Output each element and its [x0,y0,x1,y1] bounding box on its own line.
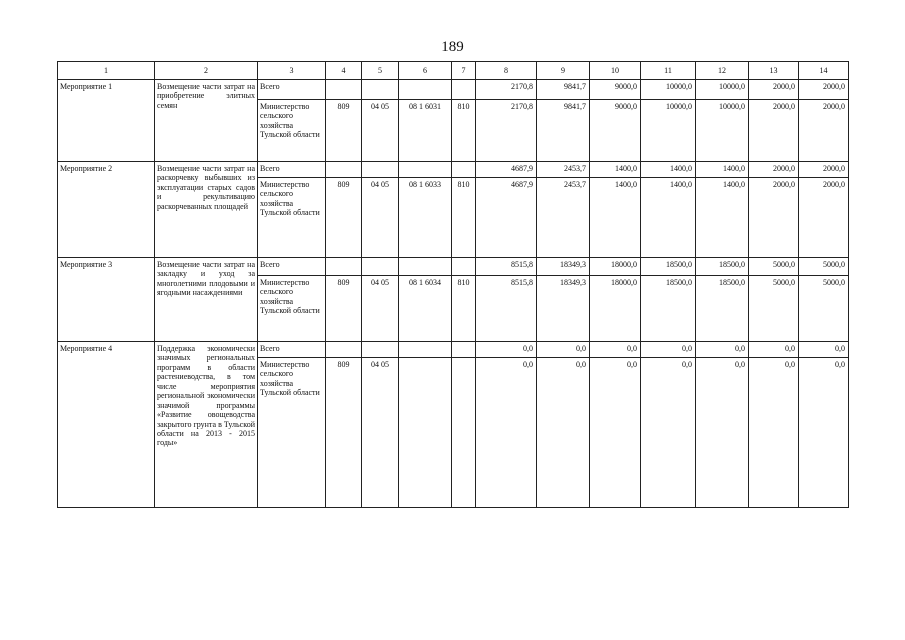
value-cell: 2000,0 [749,80,799,100]
code-rzpr: 04 05 [362,276,399,342]
value-cell: 9841,7 [537,100,590,162]
value-cell: 1400,0 [641,162,696,178]
value-cell: 2453,7 [537,162,590,178]
value-cell: 0,0 [476,358,537,508]
value-cell: 1400,0 [641,178,696,258]
value-cell: 1400,0 [696,178,749,258]
col-header: 1 [58,62,155,80]
code-vr: 810 [452,276,476,342]
value-cell: 2170,8 [476,80,537,100]
executor-cell: Министерство сельского хозяйства Тульской области [258,100,326,162]
code-vr [452,80,476,100]
executor-cell: Министерство сельского хозяйства Тульской области [258,178,326,258]
code-grbs: 809 [326,358,362,508]
measure-name: Мероприятие 3 [58,258,155,342]
measure-name: Мероприятие 4 [58,342,155,508]
col-header: 13 [749,62,799,80]
code-grbs: 809 [326,276,362,342]
value-cell: 2453,7 [537,178,590,258]
value-cell: 0,0 [749,358,799,508]
value-cell: 10000,0 [696,80,749,100]
code-grbs: 809 [326,100,362,162]
value-cell: 10000,0 [641,80,696,100]
table-row [58,342,849,358]
column-number-row [58,62,849,80]
col-header: 5 [362,62,399,80]
col-header: 8 [476,62,537,80]
col-header: 3 [258,62,326,80]
budget-table [57,61,849,508]
value-cell: 0,0 [799,358,849,508]
code-vr [452,258,476,276]
value-cell: 2000,0 [749,162,799,178]
value-cell: 0,0 [537,358,590,508]
value-cell: 1400,0 [590,162,641,178]
value-cell: 18349,3 [537,276,590,342]
code-csr: 08 1 6033 [399,178,452,258]
table-row [58,162,849,178]
code-csr [399,342,452,358]
code-rzpr: 04 05 [362,178,399,258]
value-cell: 18500,0 [696,258,749,276]
col-header: 9 [537,62,590,80]
value-cell: 4687,9 [476,178,537,258]
value-cell: 0,0 [696,342,749,358]
code-csr [399,258,452,276]
code-rzpr [362,342,399,358]
code-grbs: 809 [326,178,362,258]
code-csr: 08 1 6031 [399,100,452,162]
measure-description: Возмещение части затрат на раскорчевку выбывших из эксплуатации старых садов и рекультивацию раскорчеванных площадей [155,162,258,258]
col-header: 2 [155,62,258,80]
code-grbs [326,162,362,178]
code-rzpr [362,258,399,276]
code-csr: 08 1 6034 [399,276,452,342]
value-cell: 2000,0 [799,162,849,178]
value-cell: 0,0 [641,358,696,508]
code-csr [399,162,452,178]
executor-cell: Всего [258,162,326,178]
value-cell: 0,0 [799,342,849,358]
table-row [58,80,849,100]
col-header: 4 [326,62,362,80]
code-rzpr [362,80,399,100]
value-cell: 5000,0 [799,276,849,342]
value-cell: 10000,0 [641,100,696,162]
value-cell: 2000,0 [799,100,849,162]
value-cell: 18500,0 [641,276,696,342]
measure-name: Мероприятие 2 [58,162,155,258]
code-vr [452,162,476,178]
value-cell: 9000,0 [590,80,641,100]
value-cell: 0,0 [696,358,749,508]
value-cell: 2170,8 [476,100,537,162]
value-cell: 4687,9 [476,162,537,178]
value-cell: 18000,0 [590,276,641,342]
code-grbs [326,80,362,100]
code-rzpr: 04 05 [362,100,399,162]
code-rzpr: 04 05 [362,358,399,508]
measure-description: Возмещение части затрат на приобретение элитных семян [155,80,258,162]
value-cell: 18500,0 [641,258,696,276]
value-cell: 0,0 [476,342,537,358]
col-header: 14 [799,62,849,80]
value-cell: 0,0 [749,342,799,358]
code-rzpr [362,162,399,178]
executor-cell: Министерство сельского хозяйства Тульской области [258,358,326,508]
value-cell: 2000,0 [799,80,849,100]
value-cell: 2000,0 [799,178,849,258]
value-cell: 2000,0 [749,100,799,162]
value-cell: 18349,3 [537,258,590,276]
value-cell: 5000,0 [749,258,799,276]
executor-cell: Всего [258,80,326,100]
table-row [58,258,849,276]
code-vr: 810 [452,100,476,162]
value-cell: 18500,0 [696,276,749,342]
code-vr [452,342,476,358]
value-cell: 2000,0 [749,178,799,258]
value-cell: 10000,0 [696,100,749,162]
page-number: 189 [441,39,464,55]
code-csr [399,358,452,508]
value-cell: 5000,0 [799,258,849,276]
value-cell: 0,0 [590,358,641,508]
measure-name: Мероприятие 1 [58,80,155,162]
col-header: 6 [399,62,452,80]
executor-cell: Министерство сельского хозяйства Тульской области [258,276,326,342]
value-cell: 0,0 [590,342,641,358]
value-cell: 8515,8 [476,258,537,276]
code-vr: 810 [452,178,476,258]
value-cell: 1400,0 [590,178,641,258]
value-cell: 9841,7 [537,80,590,100]
executor-cell: Всего [258,258,326,276]
measure-description: Возмещение части затрат на закладку и уход за многолетними плодовыми и ягодными насаждениями [155,258,258,342]
code-vr [452,358,476,508]
col-header: 7 [452,62,476,80]
value-cell: 0,0 [537,342,590,358]
col-header: 11 [641,62,696,80]
value-cell: 5000,0 [749,276,799,342]
value-cell: 8515,8 [476,276,537,342]
code-grbs [326,342,362,358]
executor-cell: Всего [258,342,326,358]
col-header: 12 [696,62,749,80]
value-cell: 1400,0 [696,162,749,178]
code-csr [399,80,452,100]
measure-description: Поддержка экономически значимых региональных программ в области растениеводства, в том числе мероприятия региональной экономически значимой программы «Развитие овощеводства закрытого грунта в Тульской области на 2013 - 2015 годы» [155,342,258,508]
value-cell: 18000,0 [590,258,641,276]
value-cell: 0,0 [641,342,696,358]
col-header: 10 [590,62,641,80]
code-grbs [326,258,362,276]
value-cell: 9000,0 [590,100,641,162]
